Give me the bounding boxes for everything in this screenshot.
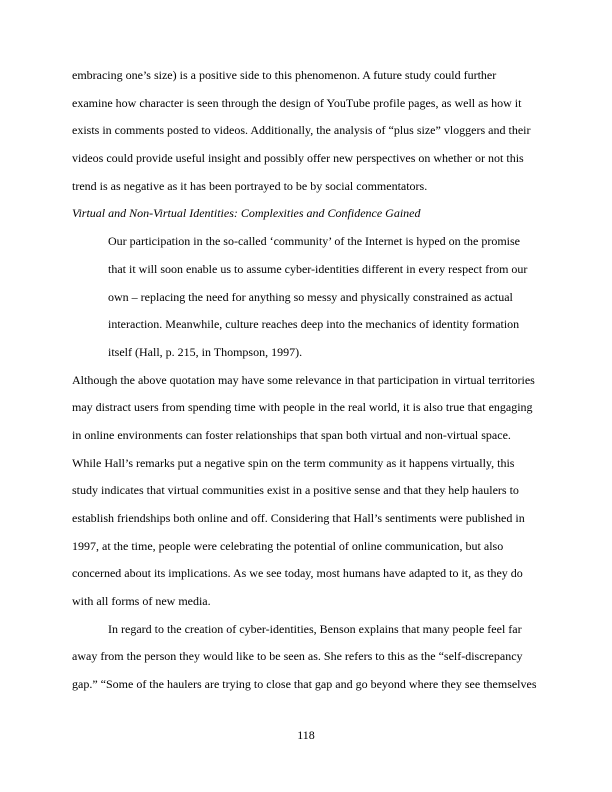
- text-line: videos could provide useful insight and possibly offer new perspectives on whether or not this: [72, 151, 524, 166]
- text-line: In regard to the creation of cyber-identities, Benson explains that many people feel far: [108, 621, 522, 636]
- quote-line: Our participation in the so-called ‘community’ of the Internet is hyped on the promise: [108, 234, 520, 249]
- text-line: Although the above quotation may have some relevance in that participation in virtual territories: [72, 372, 535, 387]
- text-line: examine how character is seen through the design of YouTube profile pages, as well as how it: [72, 95, 522, 110]
- quote-line: own – replacing the need for anything so messy and physically constrained as actual: [108, 289, 513, 304]
- quote-line: interaction. Meanwhile, culture reaches deep into the mechanics of identity formation: [108, 317, 520, 332]
- text-line: concerned about its implications. As we see today, most humans have adapted to it, as they do: [72, 566, 523, 581]
- quote-line: that it will soon enable us to assume cyber-identities different in every respect from our: [108, 261, 528, 276]
- text-line: trend is as negative as it has been portrayed to be by social commentators.: [72, 178, 428, 193]
- body-paragraph: [72, 367, 540, 616]
- text-line: establish friendships both online and off. Considering that Hall’s sentiments were published in: [72, 511, 525, 525]
- text-line: study indicates that virtual communities exist in a positive sense and that they help haulers to: [72, 483, 519, 498]
- quote-line: itself (Hall, p. 215, in Thompson, 1997).: [108, 344, 303, 359]
- text-line: in online environments can foster relationships that span both virtual and non-virtual space.: [72, 427, 511, 442]
- page-body: [72, 62, 540, 699]
- text-line: with all forms of new media.: [72, 594, 211, 609]
- block-quote: [72, 228, 540, 366]
- page-number: 118: [297, 728, 315, 742]
- text-line: may distract users from spending time with people in the real world, it is also true that engaging: [72, 400, 533, 415]
- section-heading: [72, 200, 540, 228]
- heading-line: Virtual and Non-Virtual Identities: Complexities and Confidence Gained: [72, 206, 421, 221]
- text-line: away from the person they would like to be seen as. She refers to this as the “self-discrepancy: [72, 649, 523, 664]
- text-line: 1997, at the time, people were celebrating the potential of online communication, but also: [72, 538, 504, 553]
- opening-paragraph: [72, 62, 540, 200]
- closing-paragraph: [72, 616, 540, 699]
- text-line: gap.” “Some of the haulers are trying to close that gap and go beyond where they see themselves: [72, 677, 537, 692]
- text-line: While Hall’s remarks put a negative spin on the term community as it happens virtually, this: [72, 455, 515, 470]
- text-line: exists in comments posted to videos. Additionally, the analysis of “plus size” vloggers and their: [72, 123, 531, 138]
- text-line: embracing one’s size) is a positive side to this phenomenon. A future study could further: [72, 68, 497, 82]
